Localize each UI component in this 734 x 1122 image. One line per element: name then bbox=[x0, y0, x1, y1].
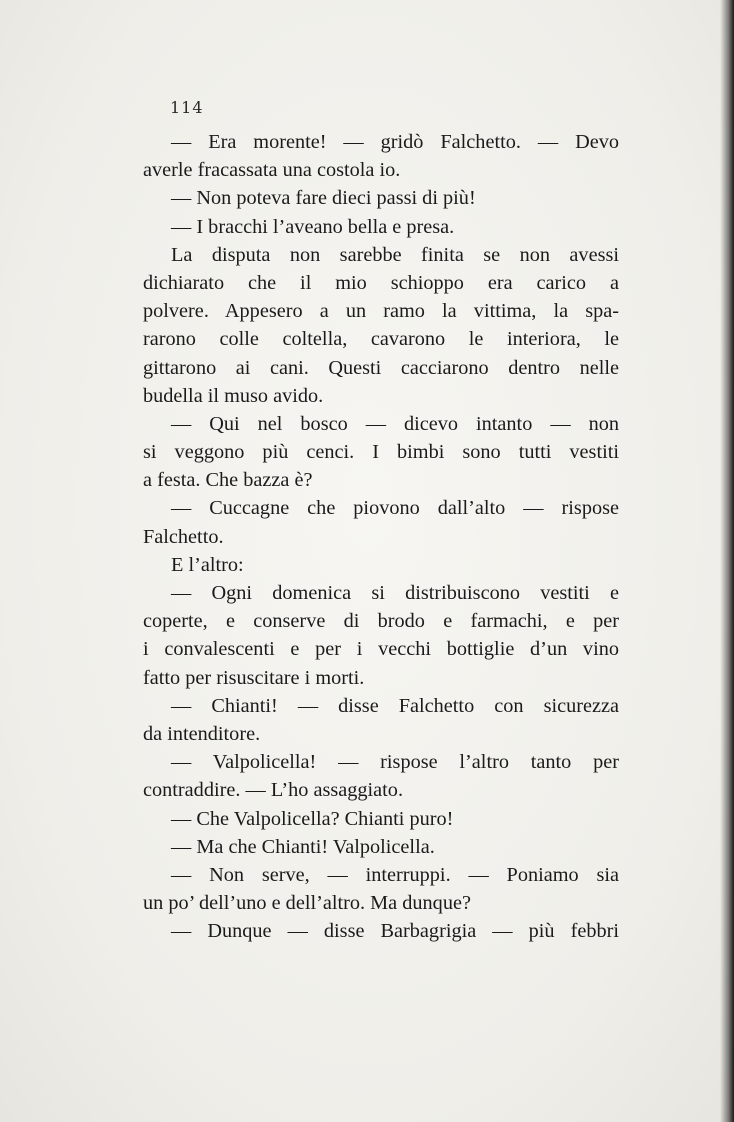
text-line: si veggono più cenci. I bimbi sono tutti vestiti bbox=[143, 441, 619, 464]
text-line: — I bracchi l’aveano bella e presa. bbox=[171, 215, 455, 238]
text-line: a festa. Che bazza è? bbox=[143, 469, 313, 492]
text-line: contraddire. — L’ho assaggiato. bbox=[143, 779, 404, 802]
text-line: Falchetto. bbox=[143, 525, 224, 548]
page-body-text bbox=[143, 128, 619, 945]
text-line: — Non serve, — interruppi. — Poniamo sia bbox=[171, 863, 619, 886]
text-line: budella il muso avido. bbox=[143, 384, 324, 407]
text-line: E l’altro: bbox=[171, 553, 244, 576]
text-line: da intenditore. bbox=[143, 722, 261, 745]
page-number: 114 bbox=[170, 98, 204, 117]
text-line: fatto per risuscitare i morti. bbox=[143, 666, 365, 689]
text-line: — Cuccagne che piovono dall’alto — rispose bbox=[171, 497, 619, 520]
page-edge-shadow bbox=[720, 0, 734, 1122]
text-line: averle fracassata una costola io. bbox=[143, 159, 401, 182]
text-line: La disputa non sarebbe finita se non avessi bbox=[171, 243, 619, 266]
text-line: gittarono ai cani. Questi cacciarono dentro nelle bbox=[143, 356, 619, 379]
text-line: coperte, e conserve di brodo e farmachi, e per bbox=[143, 610, 619, 633]
text-line: i convalescenti e per i vecchi bottiglie d’un vino bbox=[143, 638, 619, 661]
text-line: — Era morente! — gridò Falchetto. — Devo bbox=[171, 131, 619, 153]
text-line: dichiarato che il mio schioppo era carico a bbox=[143, 271, 619, 294]
text-line: — Non poteva fare dieci passi di più! bbox=[171, 187, 476, 210]
text-line: — Che Valpolicella? Chianti puro! bbox=[171, 807, 454, 830]
text-line: rarono colle coltella, cavarono le interiora, le bbox=[143, 328, 619, 351]
text-line: — Dunque — disse Barbagrigia — più febbri bbox=[171, 920, 619, 943]
text-line: — Ma che Chianti! Valpolicella. bbox=[171, 835, 435, 858]
text-line: un po’ dell’uno e dell’altro. Ma dunque? bbox=[143, 892, 471, 915]
text-line: — Ogni domenica si distribuiscono vestiti e bbox=[171, 582, 619, 604]
text-line: — Valpolicella! — rispose l’altro tanto per bbox=[171, 751, 619, 774]
text-line: polvere. Appesero a un ramo la vittima, la spa- bbox=[143, 300, 619, 323]
text-line: — Chianti! — disse Falchetto con sicurezza bbox=[171, 694, 619, 717]
text-line: — Qui nel bosco — dicevo intanto — non bbox=[171, 412, 619, 435]
